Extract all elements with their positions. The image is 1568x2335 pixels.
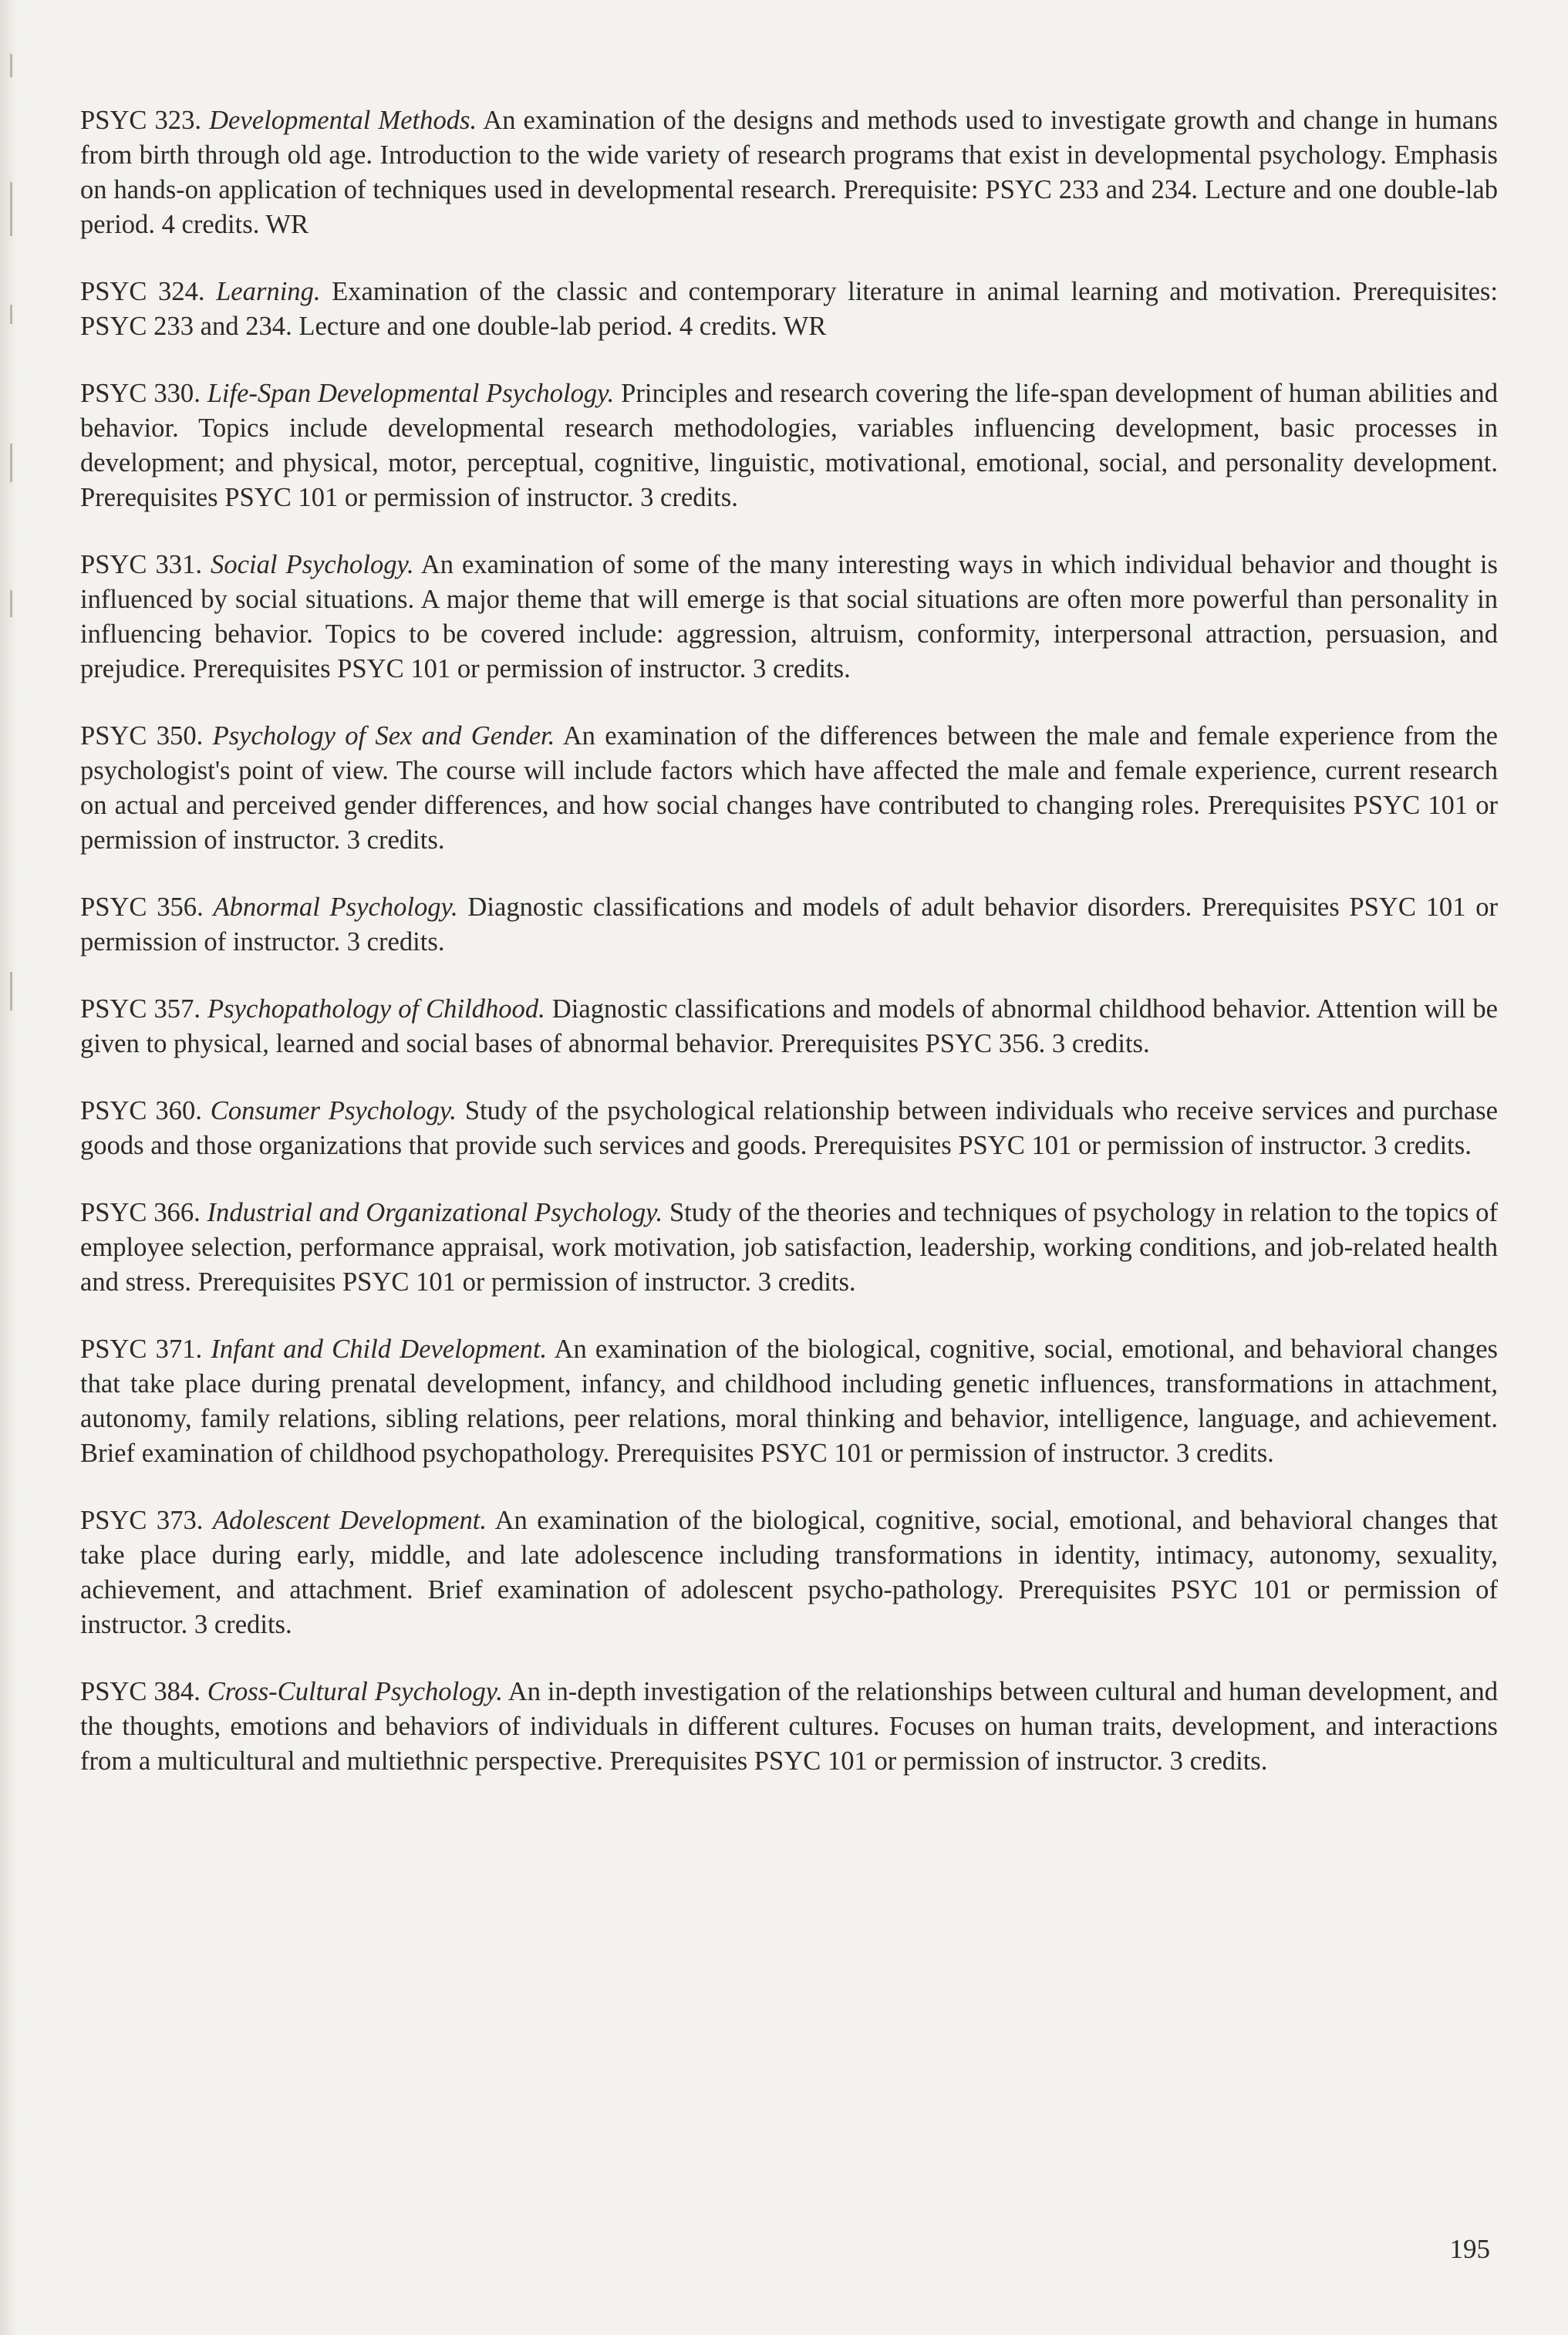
course-code: PSYC 356. — [80, 892, 204, 922]
course-code: PSYC 371. — [80, 1335, 203, 1364]
scan-mark — [10, 972, 12, 1011]
course-description: Examination of the classic and contemporary literature in animal learning and motivation. Prerequisites: PSYC 233 and 234. Lecture and one double-lab period. 4 credits. WR — [80, 277, 1498, 341]
course-title: Adolescent Development. — [212, 1506, 487, 1535]
course-description: Study of the psychological relationship between individuals who receive services and purchase goods and those organizations that provide such services and goods. Prerequisites PSYC 101 or permission of instructor. 3 credits. — [80, 1096, 1498, 1160]
course-title: Social Psychology. — [211, 550, 414, 579]
course-description: An examination of the biological, cognitive, social, emotional, and behavioral changes that take place during prenatal development, infancy, and childhood including genetic influences, transformations in attachment, autonomy, family relations, sibling relations, peer relations, moral thinking and behavior, intelligence, language, and achievement. Brief examination of childhood psychopathology. Prerequisites PSYC 101 or permission of instructor. 3 credits. — [80, 1335, 1498, 1468]
course-description: An examination of some of the many interesting ways in which individual behavior and thought is influenced by social situations. A major theme that will emerge is that social situations are often more powerful than personality in influencing behavior. Topics to be covered include: aggression, altruism, conformity, interpersonal attraction, persuasion, and prejudice. Prerequisites PSYC 101 or permission of instructor. 3 credits. — [80, 550, 1498, 683]
course-code: PSYC 360. — [80, 1096, 202, 1125]
course-description: Principles and research covering the life-span development of human abilities and behavior. Topics include developmental research methodologies, variables influencing development, basic processes in development; and physical, motor, perceptual, cognitive, linguistic, motivational, emotional, social, and personality development. Prerequisites PSYC 101 or permission of instructor. 3 credits. — [80, 379, 1498, 512]
course-description: An examination of the differences between the male and female experience from the psychologist's point of view. The course will include factors which have affected the male and female experience, current research on actual and perceived gender differences, and how social changes have contributed to changing roles. Prerequisites PSYC 101 or permission of instructor. 3 credits. — [80, 721, 1498, 855]
course-code: PSYC 366. — [80, 1198, 201, 1227]
course-entry — [80, 376, 1498, 515]
course-entry — [80, 1094, 1498, 1163]
course-description: An examination of the designs and methods used to investigate growth and change in humans from birth through old age. Introduction to the wide variety of research programs that exist in developmental psychology. Emphasis on hands-on application of techniques used in developmental research. Prerequisite: PSYC 233 and 234. Lecture and one double-lab period. 4 credits. WR — [80, 106, 1498, 239]
course-entry — [80, 1675, 1498, 1779]
course-title: Learning. — [216, 277, 321, 306]
scan-mark — [10, 182, 12, 236]
course-description: Diagnostic classifications and models of abnormal childhood behavior. Attention will be given to physical, learned and social bases of abnormal behavior. Prerequisites PSYC 356. 3 credits. — [80, 994, 1498, 1058]
course-entry — [80, 1196, 1498, 1300]
course-code: PSYC 357. — [80, 994, 201, 1024]
course-code: PSYC 331. — [80, 550, 203, 579]
course-title: Developmental Methods. — [209, 106, 477, 135]
scan-mark — [10, 54, 12, 77]
course-description: An in-depth investigation of the relationships between cultural and human development, and the thoughts, emotions and behaviors of individuals in different cultures. Focuses on human traits, development, and interactions from a multicultural and multiethnic perspective. Prerequisites PSYC 101 or permission of instructor. 3 credits. — [80, 1677, 1498, 1776]
course-title: Abnormal Psychology. — [213, 892, 458, 922]
course-entry — [80, 1503, 1498, 1642]
course-code: PSYC 373. — [80, 1506, 204, 1535]
course-code: PSYC 323. — [80, 106, 202, 135]
course-title: Industrial and Organizational Psychology. — [207, 1198, 663, 1227]
course-title: Cross-Cultural Psychology. — [207, 1677, 503, 1706]
course-title: Infant and Child Development. — [211, 1335, 548, 1364]
course-entry — [80, 719, 1498, 858]
course-entry — [80, 1332, 1498, 1471]
course-entry — [80, 890, 1498, 960]
course-entry — [80, 103, 1498, 242]
course-entry — [80, 992, 1498, 1061]
course-list — [80, 103, 1498, 1811]
course-description: An examination of the biological, cognitive, social, emotional, and behavioral changes that take place during early, middle, and late adolescence including transformations in identity, intimacy, autonomy, sexuality, achievement, and attachment. Brief examination of adolescent psycho-pathology. Prerequisites PSYC 101 or permission of instructor. 3 credits. — [80, 1506, 1498, 1639]
course-title: Life-Span Developmental Psychology. — [207, 379, 615, 408]
course-title: Psychology of Sex and Gender. — [212, 721, 555, 751]
course-entry — [80, 275, 1498, 344]
course-code: PSYC 350. — [80, 721, 204, 751]
course-code: PSYC 330. — [80, 379, 201, 408]
scan-mark — [10, 444, 12, 482]
scan-edge — [0, 0, 17, 2335]
course-title: Psychopathology of Childhood. — [207, 994, 545, 1024]
page-number: 195 — [1449, 2234, 1490, 2264]
course-title: Consumer Psychology. — [210, 1096, 457, 1125]
course-code: PSYC 324. — [80, 277, 205, 306]
course-entry — [80, 548, 1498, 687]
scan-mark — [10, 305, 12, 324]
course-description: Study of the theories and techniques of psychology in relation to the topics of employee selection, performance appraisal, work motivation, job satisfaction, leadership, working conditions, and job-related health and stress. Prerequisites PSYC 101 or permission of instructor. 3 credits. — [80, 1198, 1498, 1297]
scan-mark — [10, 590, 12, 617]
course-description: Diagnostic classifications and models of adult behavior disorders. Prerequisites PSYC 101 or permission of instructor. 3 credits. — [80, 892, 1499, 957]
course-code: PSYC 384. — [80, 1677, 201, 1706]
